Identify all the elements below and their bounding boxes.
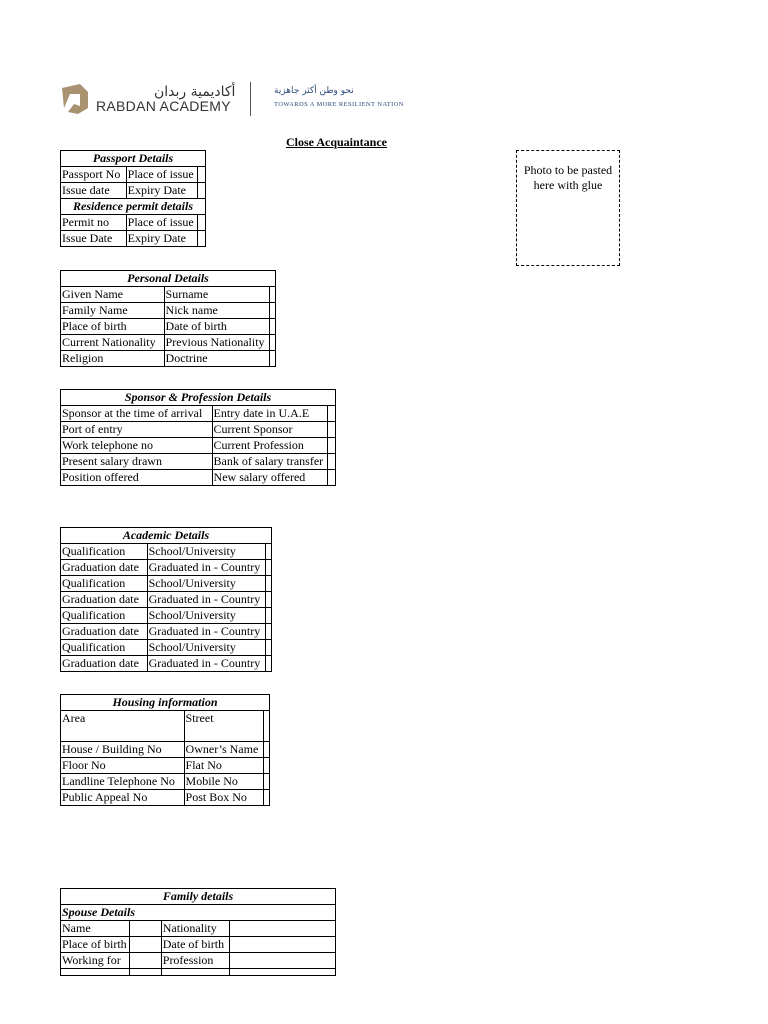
academic-details-heading: Academic Details [61,528,272,544]
current-sponsor-field[interactable] [328,422,336,438]
spouse-working-for-field[interactable] [129,953,161,969]
mobile-no-field[interactable] [264,774,270,790]
spouse-nationality-field[interactable] [229,921,335,937]
current-profession-field[interactable] [328,438,336,454]
position-offered-label: Position offered [61,470,213,486]
logo-divider [250,82,251,116]
form-title: Close Acquaintance [286,135,388,149]
graduated-country-label: Graduated in - Country [147,560,266,576]
table-row [61,608,272,624]
floor-no-label: Floor No [61,758,185,774]
surname-label: Surname [164,287,270,303]
permit-place-of-issue-field[interactable] [198,215,206,231]
qualification-label: Qualification [61,640,148,656]
bank-salary-transfer-label: Bank of salary transfer [212,454,328,470]
table-row [61,790,270,806]
graduated-country-field[interactable] [266,656,272,672]
table-row [61,758,270,774]
date-of-birth-label: Date of birth [164,319,270,335]
table-row [61,470,336,486]
table-row [61,422,336,438]
permit-expiry-date-label: Expiry Date [126,231,198,247]
table-row [61,953,336,969]
landline-telephone-label: Landline Telephone No [61,774,185,790]
personal-details-table [60,270,276,367]
graduated-country-field[interactable] [266,624,272,640]
doctrine-field[interactable] [270,351,276,367]
table-row [61,303,276,319]
spouse-nationality-label: Nationality [161,921,229,937]
table-row [61,335,276,351]
residence-permit-heading: Residence permit details [61,199,206,215]
permit-expiry-date-field[interactable] [198,231,206,247]
sponsor-profession-table [60,389,336,486]
passport-details-table [60,150,206,247]
school-university-field[interactable] [266,640,272,656]
spouse-place-of-birth-label: Place of birth [61,937,130,953]
surname-field[interactable] [270,287,276,303]
permit-no-label: Permit no [61,215,127,231]
expiry-date-field[interactable] [198,183,206,199]
table-row [61,167,206,183]
issue-date-label: Issue date [61,183,127,199]
family-details-heading: Family details [61,889,336,905]
permit-issue-date-label: Issue Date [61,231,127,247]
qualification-label: Qualification [61,608,148,624]
school-university-label: School/University [147,608,266,624]
sponsor-at-arrival-label: Sponsor at the time of arrival [61,406,213,422]
table-row [61,351,276,367]
flat-no-label: Flat No [184,758,264,774]
school-university-label: School/University [147,544,266,560]
blank-cell[interactable] [161,969,229,976]
photo-instruction: Photo to be pasted here with glue [523,163,613,192]
table-row [61,560,272,576]
table-row [61,454,336,470]
owners-name-field[interactable] [264,742,270,758]
table-row [61,438,336,454]
spouse-working-for-label: Working for [61,953,130,969]
table-row [61,921,336,937]
nick-name-field[interactable] [270,303,276,319]
permit-place-of-issue-label: Place of issue [126,215,198,231]
spouse-name-field[interactable] [129,921,161,937]
place-of-issue-field[interactable] [198,167,206,183]
passport-no-label: Passport No [61,167,127,183]
blank-cell[interactable] [129,969,161,976]
port-of-entry-label: Port of entry [61,422,213,438]
spouse-profession-label: Profession [161,953,229,969]
table-row [61,937,336,953]
place-of-birth-label: Place of birth [61,319,165,335]
graduation-date-label: Graduation date [61,560,148,576]
table-row [61,969,336,976]
owners-name-label: Owner’s Name [184,742,264,758]
current-profession-label: Current Profession [212,438,328,454]
graduated-country-field[interactable] [266,592,272,608]
graduated-country-field[interactable] [266,560,272,576]
nick-name-label: Nick name [164,303,270,319]
table-row [61,406,336,422]
family-details-table [60,888,336,976]
graduation-date-label: Graduation date [61,624,148,640]
spouse-profession-field[interactable] [229,953,335,969]
passport-details-heading: Passport Details [61,151,206,167]
qualification-label: Qualification [61,544,148,560]
school-university-field[interactable] [266,608,272,624]
table-row [61,544,272,560]
current-nationality-label: Current Nationality [61,335,165,351]
qualification-label: Qualification [61,576,148,592]
house-building-no-label: House / Building No [61,742,185,758]
entry-date-field[interactable] [328,406,336,422]
spouse-date-of-birth-field[interactable] [229,937,335,953]
blank-cell[interactable] [61,969,130,976]
graduated-country-label: Graduated in - Country [147,592,266,608]
entry-date-label: Entry date in U.A.E [212,406,328,422]
expiry-date-label: Expiry Date [126,183,198,199]
logo-english-text: RABDAN ACADEMY [96,98,231,114]
area-label: Area [61,711,185,742]
date-of-birth-field[interactable] [270,319,276,335]
school-university-field[interactable] [266,576,272,592]
post-box-no-label: Post Box No [184,790,264,806]
table-row [61,656,272,672]
housing-information-heading: Housing information [61,695,270,711]
table-row [61,576,272,592]
table-row [61,742,270,758]
sponsor-profession-heading: Sponsor & Profession Details [61,390,336,406]
school-university-label: School/University [147,576,266,592]
bank-salary-transfer-field[interactable] [328,454,336,470]
photo-placeholder-box[interactable] [516,150,620,266]
new-salary-offered-field[interactable] [328,470,336,486]
spouse-details-heading: Spouse Details [61,905,336,921]
graduated-country-label: Graduated in - Country [147,624,266,640]
table-row [61,624,272,640]
table-row [61,640,272,656]
logo-arabic-text: أكاديمية ربدان [154,84,236,100]
tagline-arabic-text: نحو وطن أكثر جاهزية [274,86,354,96]
rabdan-academy-logo [58,82,418,122]
table-row [61,319,276,335]
post-box-no-field[interactable] [264,790,270,806]
flat-no-field[interactable] [264,758,270,774]
mobile-no-label: Mobile No [184,774,264,790]
academy-emblem-icon [58,82,92,116]
work-telephone-label: Work telephone no [61,438,213,454]
previous-nationality-label: Previous Nationality [164,335,270,351]
street-field[interactable] [264,711,270,742]
spouse-place-of-birth-field[interactable] [129,937,161,953]
table-row [61,183,206,199]
current-sponsor-label: Current Sponsor [212,422,328,438]
public-appeal-no-label: Public Appeal No [61,790,185,806]
previous-nationality-field[interactable] [270,335,276,351]
table-row [61,711,270,742]
place-of-issue-label: Place of issue [126,167,198,183]
school-university-label: School/University [147,640,266,656]
spouse-date-of-birth-label: Date of birth [161,937,229,953]
table-row [61,231,206,247]
housing-information-table [60,694,270,806]
graduation-date-label: Graduation date [61,592,148,608]
table-row [61,215,206,231]
graduation-date-label: Graduation date [61,656,148,672]
present-salary-label: Present salary drawn [61,454,213,470]
table-row [61,287,276,303]
academic-details-table [60,527,272,672]
school-university-field[interactable] [266,544,272,560]
religion-label: Religion [61,351,165,367]
table-row [61,592,272,608]
street-label: Street [184,711,264,742]
personal-details-heading: Personal Details [61,271,276,287]
graduated-country-label: Graduated in - Country [147,656,266,672]
doctrine-label: Doctrine [164,351,270,367]
tagline-english-text: TOWARDS A MORE RESILIENT NATION [274,101,404,108]
family-name-label: Family Name [61,303,165,319]
blank-cell[interactable] [229,969,335,976]
new-salary-offered-label: New salary offered [212,470,328,486]
table-row [61,774,270,790]
given-name-label: Given Name [61,287,165,303]
spouse-name-label: Name [61,921,130,937]
